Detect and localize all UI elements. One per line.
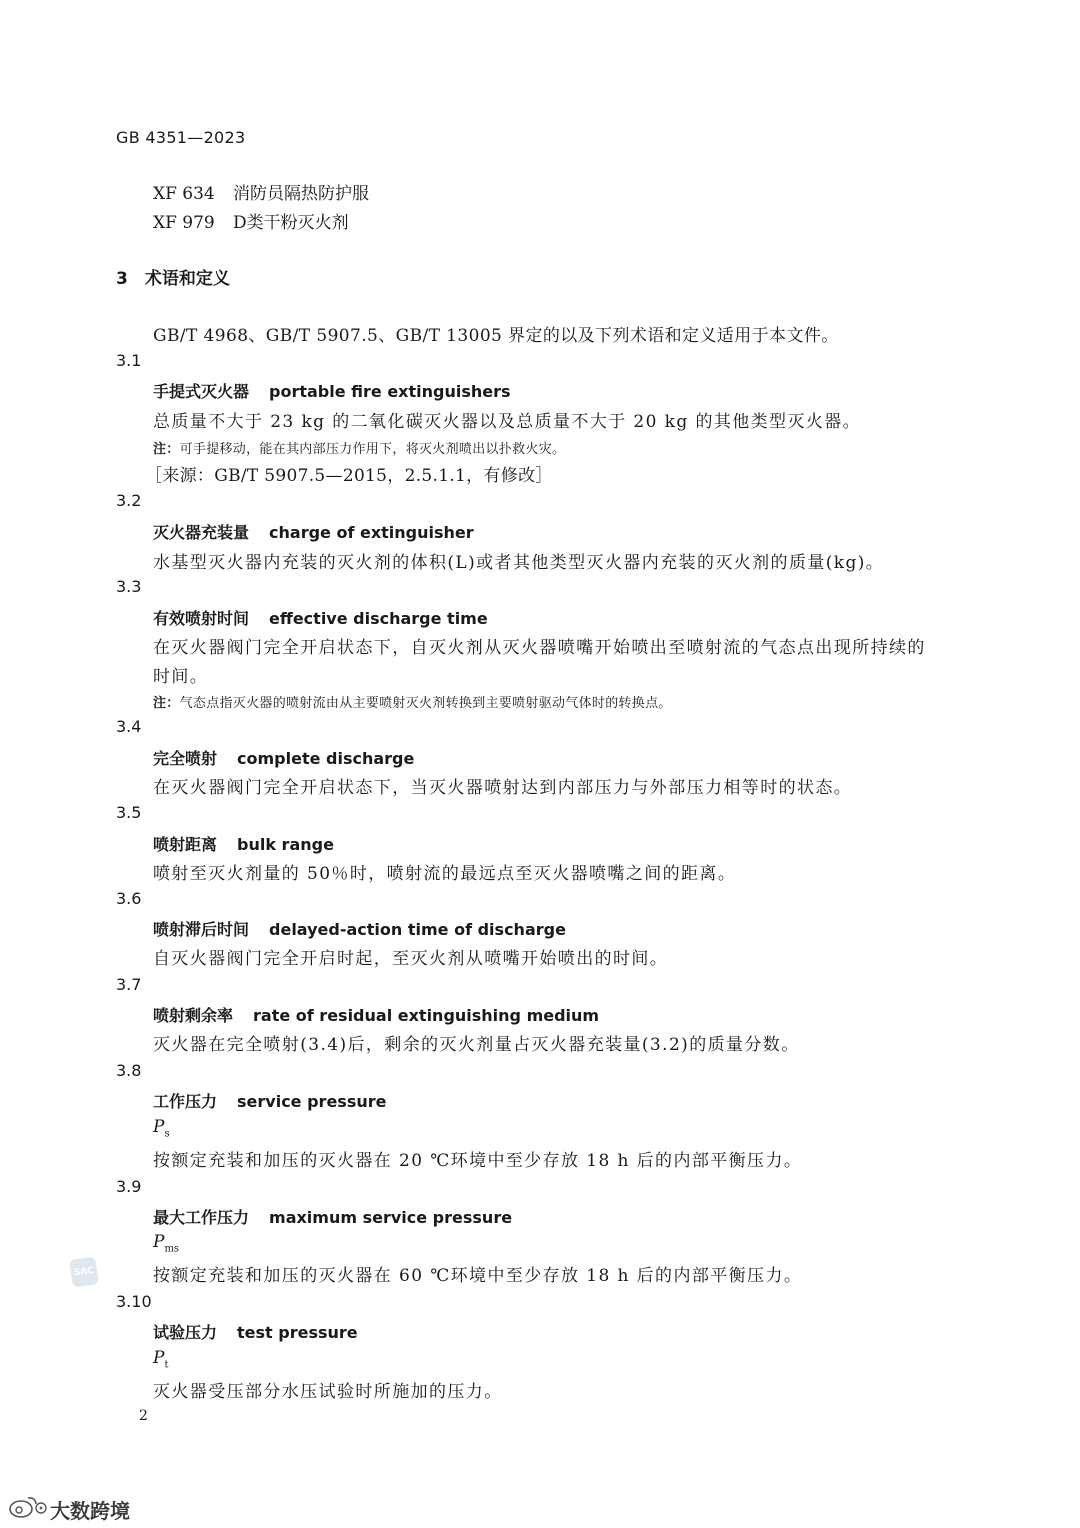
term-heading [153,917,566,940]
term-number: 3.5 [116,803,142,822]
term-english: maximum service pressure [269,1208,513,1227]
term-symbol [153,1117,170,1139]
term-heading [153,606,488,629]
term-note [153,692,672,711]
note-text: 气态点指灭火器的喷射流由从主要喷射灭火剂转换到主要喷射驱动气体时的转换点。 [179,696,672,711]
term-chinese: 最大工作压力 [153,1208,250,1227]
term-english: rate of residual extinguishing medium [253,1006,600,1025]
term-note [153,438,565,457]
term-english: effective discharge time [269,609,488,628]
intro-paragraph: GB/T 4968、GB/T 5907.5、GB/T 13005 界定的以及下列术语和定义适用于本文件。 [153,326,839,346]
term-number: 3.6 [116,889,142,908]
reference-title: 消防员隔热防护服 [233,184,369,204]
term-symbol [153,1232,179,1254]
term-heading [153,1089,386,1112]
reference-item [153,208,349,233]
term-definition: 灭火器受压部分水压试验时所施加的压力。 [153,1382,503,1402]
term-heading [153,746,414,769]
weibo-icon [8,1493,50,1525]
section-heading [116,264,230,289]
term-definition: 灭火器在完全喷射(3.4)后，剩余的灭火剂量占灭火器充装量(3.2)的质量分数。 [153,1035,800,1055]
term-heading [153,379,511,402]
reference-code: XF 979 [153,213,215,233]
term-number: 3.7 [116,975,142,994]
reference-item [153,179,369,204]
symbol-subscript: ms [164,1243,180,1255]
term-chinese: 工作压力 [153,1092,218,1111]
term-english: portable fire extinguishers [269,382,511,401]
term-number: 3.9 [116,1177,142,1196]
term-number: 3.1 [116,351,142,370]
note-text: 可手提移动，能在其内部压力作用下，将灭火剂喷出以扑救火灾。 [179,442,566,457]
term-number: 3.3 [116,577,142,596]
watermark [8,1493,130,1525]
term-chinese: 喷射剩余率 [153,1006,234,1025]
term-definition: 按额定充装和加压的灭火器在 20 ℃环境中至少存放 18 h 后的内部平衡压力。 [153,1151,803,1171]
symbol-subscript: s [164,1128,170,1140]
note-label: 注： [153,442,180,457]
term-english: delayed-action time of discharge [269,920,566,939]
document-id: GB 4351—2023 [116,128,246,147]
reference-title: D类干粉灭火剂 [233,213,349,233]
term-definition: 总质量不大于 23 kg 的二氧化碳灭火器以及总质量不大于 20 kg 的其他类型灭火器。 [153,412,862,432]
term-definition: 在灭火器阀门完全开启状态下，当灭火器喷射达到内部压力与外部压力相等时的状态。 [153,778,853,798]
reference-code: XF 634 [153,184,215,204]
term-english: service pressure [237,1092,387,1111]
term-chinese: 喷射距离 [153,835,218,854]
term-definition: 水基型灭火器内充装的灭火剂的体积(L)或者其他类型灭火器内充装的灭火剂的质量(kg)。 [153,553,885,573]
section-number: 3 [116,269,128,289]
term-number: 3.8 [116,1061,142,1080]
term-heading [153,1320,358,1343]
term-chinese: 有效喷射时间 [153,609,250,628]
symbol-subscript: t [164,1359,169,1371]
term-source: ［来源：GB/T 5907.5—2015，2.5.1.1，有修改］ [145,466,553,486]
section-title: 术语和定义 [144,269,230,289]
term-chinese: 手提式灭火器 [153,382,250,401]
symbol-letter: P [153,1348,165,1368]
term-symbol [153,1348,168,1370]
term-chinese: 完全喷射 [153,749,218,768]
sac-stamp: SAC [69,1256,99,1287]
term-english: test pressure [237,1323,358,1342]
note-label: 注： [153,696,180,711]
term-number: 3.2 [116,491,142,510]
term-number: 3.10 [116,1292,152,1311]
term-english: bulk range [237,835,334,854]
term-number: 3.4 [116,717,142,736]
term-chinese: 灭火器充装量 [153,523,250,542]
term-heading [153,520,474,543]
watermark-text: 大数跨境 [50,1498,130,1523]
term-definition: 喷射至灭火剂量的 50％时，喷射流的最远点至灭火器喷嘴之间的距离。 [153,864,737,884]
term-chinese: 喷射滞后时间 [153,920,250,939]
term-english: charge of extinguisher [269,523,474,542]
term-heading [153,1003,599,1026]
term-heading [153,1205,512,1228]
term-chinese: 试验压力 [153,1323,218,1342]
term-definition: 自灭火器阀门完全开启时起，至灭火剂从喷嘴开始喷出的时间。 [153,949,669,969]
term-definition: 时间。 [153,667,209,687]
symbol-letter: P [153,1117,165,1137]
symbol-letter: P [153,1232,165,1252]
page-number: 2 [139,1408,148,1424]
term-heading [153,832,334,855]
term-definition: 在灭火器阀门完全开启状态下，自灭火剂从灭火器喷嘴开始喷出至喷射流的气态点出现所持续的 [153,638,926,658]
term-english: complete discharge [237,749,415,768]
term-definition: 按额定充装和加压的灭火器在 60 ℃环境中至少存放 18 h 后的内部平衡压力。 [153,1266,803,1286]
